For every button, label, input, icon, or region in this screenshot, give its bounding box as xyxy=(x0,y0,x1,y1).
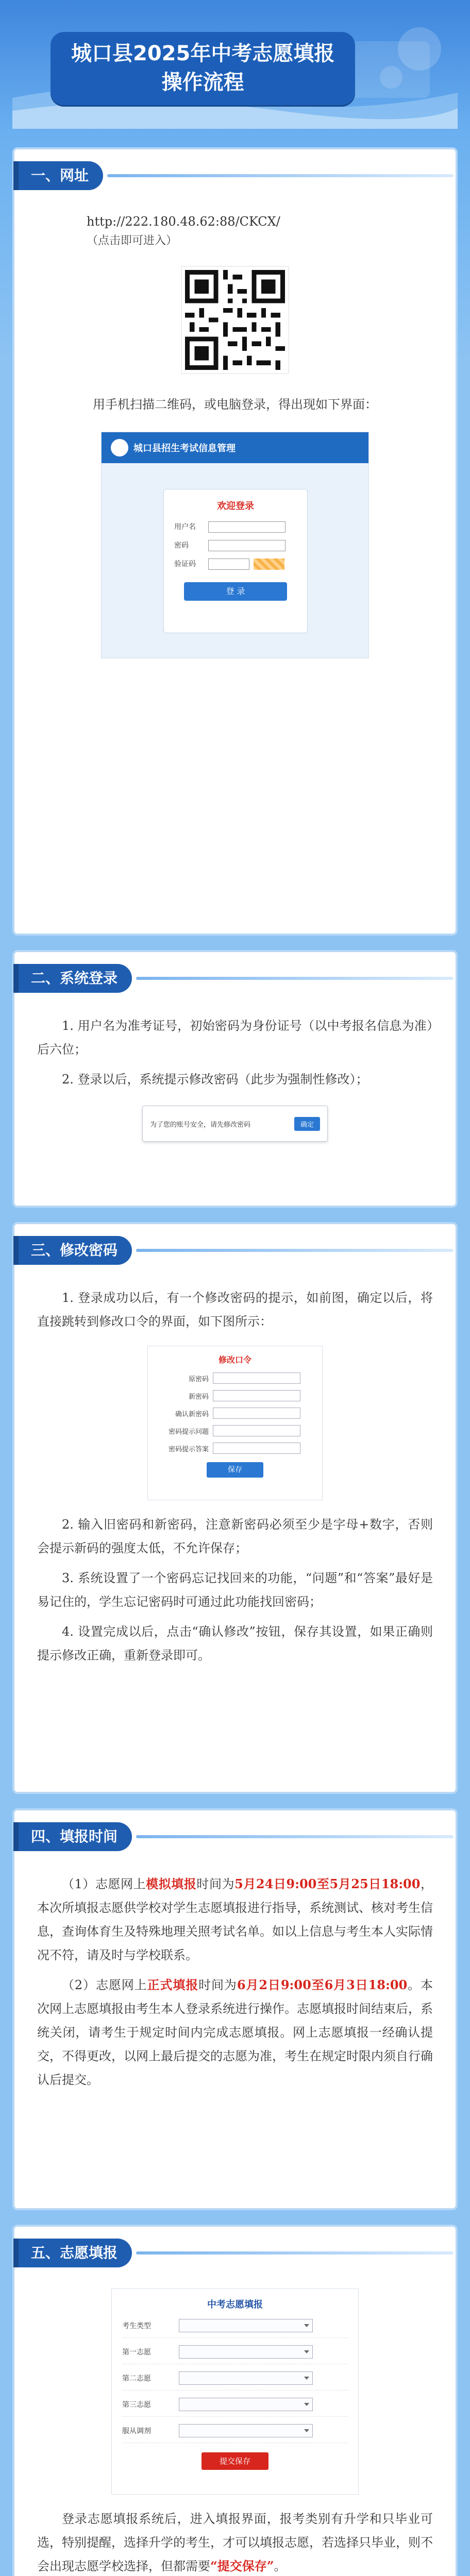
section-filing-time xyxy=(12,1808,458,2210)
form-field-input[interactable] xyxy=(213,1408,300,1419)
filing-intro-text: 登录志愿填报系统后，进入填报界面，报考类别有升学和只毕业可选，特别提醒，选择升学的考生，才可以填报志愿，若选择只毕业，则不会出现志愿学校选择，但都需要 xyxy=(37,2512,433,2573)
title-line-2: 操作流程 xyxy=(161,71,244,94)
section-system-login xyxy=(12,950,458,1208)
formal-intro: （2）志愿网上 xyxy=(62,1978,147,1992)
volunteer-row-select[interactable] xyxy=(179,2371,313,2385)
title-line-1: 城口县2025年中考志愿填报 xyxy=(71,42,335,65)
captcha-image[interactable] xyxy=(254,558,284,570)
login-step-1: 1. 用户名为准考证号，初始密码为身份证号（以中考报名信息为准）后六位； xyxy=(37,1019,433,1057)
captcha-label: 验证码 xyxy=(174,560,196,568)
form-field-input[interactable] xyxy=(213,1390,300,1401)
password-step-4: 4. 设置完成以后，点击“确认修改”按钮，保存其设置，如果正确则提示修改正确，重新登录即可。 xyxy=(37,1624,433,1663)
login-step-2: 2. 登录以后，系统提示修改密码（此步为强制性修改）； xyxy=(62,1072,368,1087)
website-url-link[interactable]: http://222.180.48.62:88/CKCX/ xyxy=(87,214,280,229)
qr-code-icon[interactable] xyxy=(181,266,289,374)
volunteer-row-select[interactable] xyxy=(179,2398,313,2411)
formal-time-range: 6月2日9:00至6月3日18:00 xyxy=(237,1977,408,1992)
change-password-dialog xyxy=(142,1106,328,1142)
section-change-password xyxy=(12,1222,458,1794)
form-field-input[interactable] xyxy=(213,1443,300,1454)
password-step-3: 3. 系统设置了一个密码忘记找回来的功能，“问题”和“答案”最好是易记住的，学生忘记密码时可通过此功能找回密码； xyxy=(37,1571,433,1609)
page-header xyxy=(12,21,458,129)
login-box-title: 欢迎登录 xyxy=(217,501,254,512)
filing-intro-tail: 。 xyxy=(274,2559,287,2573)
section-divider xyxy=(136,2251,454,2255)
login-button[interactable]: 登 录 xyxy=(184,582,287,601)
page-title xyxy=(51,32,355,105)
formal-filing-paragraph xyxy=(37,1973,433,2092)
password-label: 密码 xyxy=(174,541,189,550)
chevron-down-icon xyxy=(304,2429,309,2432)
form-field-input[interactable] xyxy=(213,1372,300,1384)
form-field-row xyxy=(157,1425,313,1436)
username-row xyxy=(174,521,297,533)
volunteer-row xyxy=(122,2371,348,2391)
mock-details: ，本次所填报志愿供学校对学生志愿填报进行指导，系统测试、核对考生信息，查询体育生及特殊地理关照考试名单。如以上信息与考生本人实际情况不符，请及时与学校联系。 xyxy=(37,1877,433,1962)
change-password-form xyxy=(147,1346,323,1500)
volunteer-row-label: 服从调剂 xyxy=(122,2427,151,2435)
volunteer-row xyxy=(122,2398,348,2417)
section-divider xyxy=(136,1835,454,1838)
volunteer-row-label: 考生类型 xyxy=(122,2322,151,2330)
mock-keyword: 模拟填报 xyxy=(146,1876,197,1891)
form-field-row xyxy=(157,1390,313,1401)
password-step-1: 1. 登录成功以后，有一个修改密码的提示，如前图，确定以后，将直接跳转到修改口令的界面，如下图所示： xyxy=(37,1291,433,1329)
form-fields xyxy=(157,1372,313,1454)
section-title: 四、填报时间 xyxy=(16,1822,132,1851)
login-screenshot xyxy=(101,432,369,658)
volunteer-row xyxy=(122,2424,348,2443)
url-note: （点击即可进入） xyxy=(87,234,178,247)
section-title: 三、修改密码 xyxy=(16,1236,132,1265)
formal-time-label: 时间为 xyxy=(198,1978,237,1992)
mock-intro: （1）志愿网上 xyxy=(62,1877,146,1891)
form-field-label: 密码提示问题 xyxy=(168,1428,209,1436)
section-header xyxy=(16,962,454,994)
dialog-confirm-button[interactable]: 确定 xyxy=(294,1117,320,1131)
password-step-2: 2. 输入旧密码和新密码，注意新密码必须至少是字母+数字，否则会提示新码的强度太低，不允许保存； xyxy=(37,1517,433,1555)
section-title: 五、志愿填报 xyxy=(16,2239,132,2267)
form-field-label: 原密码 xyxy=(188,1375,209,1383)
volunteer-row-label: 第三志愿 xyxy=(122,2401,151,2409)
captcha-input[interactable] xyxy=(208,558,249,570)
login-banner xyxy=(102,432,368,463)
login-box xyxy=(163,489,308,633)
section-header xyxy=(16,1821,454,1853)
form-field-row xyxy=(157,1408,313,1419)
chevron-down-icon xyxy=(304,2350,309,2353)
section-divider xyxy=(107,174,454,177)
mock-filing-paragraph xyxy=(37,1872,433,1967)
save-button[interactable]: 保存 xyxy=(207,1462,263,1478)
volunteer-row-select[interactable] xyxy=(179,2345,313,2359)
volunteer-form-screenshot xyxy=(111,2289,359,2495)
username-input[interactable] xyxy=(208,521,286,533)
section-title: 一、网址 xyxy=(16,161,103,190)
section-header xyxy=(16,1234,454,1266)
password-row xyxy=(174,540,297,551)
submit-save-button[interactable]: 提交保存 xyxy=(202,2452,268,2470)
chevron-down-icon xyxy=(304,2403,309,2406)
scan-instruction: 用手机扫描二维码，或电脑登录，得出现如下界面： xyxy=(93,397,377,412)
section-title: 二、系统登录 xyxy=(16,964,132,993)
mock-time-range: 5月24日9:00至5月25日18:00 xyxy=(234,1876,421,1891)
mock-time-label: 时间为 xyxy=(196,1877,235,1891)
formal-keyword: 正式填报 xyxy=(147,1977,199,1992)
volunteer-form-rows xyxy=(122,2319,348,2443)
filing-intro-highlight: “提交保存” xyxy=(210,2558,274,2573)
volunteer-row-label: 第二志愿 xyxy=(122,2375,151,2383)
volunteer-row xyxy=(122,2345,348,2364)
system-brand: 城口县招生考试信息管理 xyxy=(133,443,236,454)
form-field-label: 确认新密码 xyxy=(175,1410,209,1418)
qr-code-wrap xyxy=(37,266,433,374)
section-divider xyxy=(136,1249,454,1252)
form-field-input[interactable] xyxy=(213,1425,300,1436)
section-website xyxy=(12,147,458,936)
form-field-row xyxy=(157,1443,313,1454)
captcha-row xyxy=(174,558,297,570)
section-volunteer-filing xyxy=(12,2225,458,2576)
volunteer-row-select[interactable] xyxy=(179,2319,313,2332)
chevron-down-icon xyxy=(304,2324,309,2327)
volunteer-row xyxy=(122,2319,348,2338)
formal-details: 。本次网上志愿填报由考生本人登录系统进行操作。志愿填报时间结束后，系统关闭，请考生于规定时间内完成志愿填报。网上志愿填报一经确认提交，不得更改，以网上最后提交的志愿为准，考生在规定时限内须自行确认后提交。 xyxy=(37,1978,433,2087)
dialog-message: 为了您的账号安全，请先修改密码 xyxy=(150,1121,251,1129)
chevron-down-icon xyxy=(304,2377,309,2380)
form-field-label: 密码提示答案 xyxy=(168,1445,209,1453)
volunteer-form-title: 中考志愿填报 xyxy=(207,2299,263,2310)
section-header xyxy=(16,160,454,192)
username-label: 用户名 xyxy=(174,523,196,531)
volunteer-row-select[interactable] xyxy=(179,2424,313,2437)
form-field-label: 新密码 xyxy=(188,1393,209,1401)
filing-intro xyxy=(37,2507,433,2576)
volunteer-row-label: 第一志愿 xyxy=(122,2348,151,2357)
form-title: 修改口令 xyxy=(218,1355,251,1365)
form-field-row xyxy=(157,1372,313,1384)
section-divider xyxy=(136,977,454,980)
section-header xyxy=(16,2237,454,2269)
password-input[interactable] xyxy=(208,540,286,551)
system-logo-icon xyxy=(111,439,128,456)
